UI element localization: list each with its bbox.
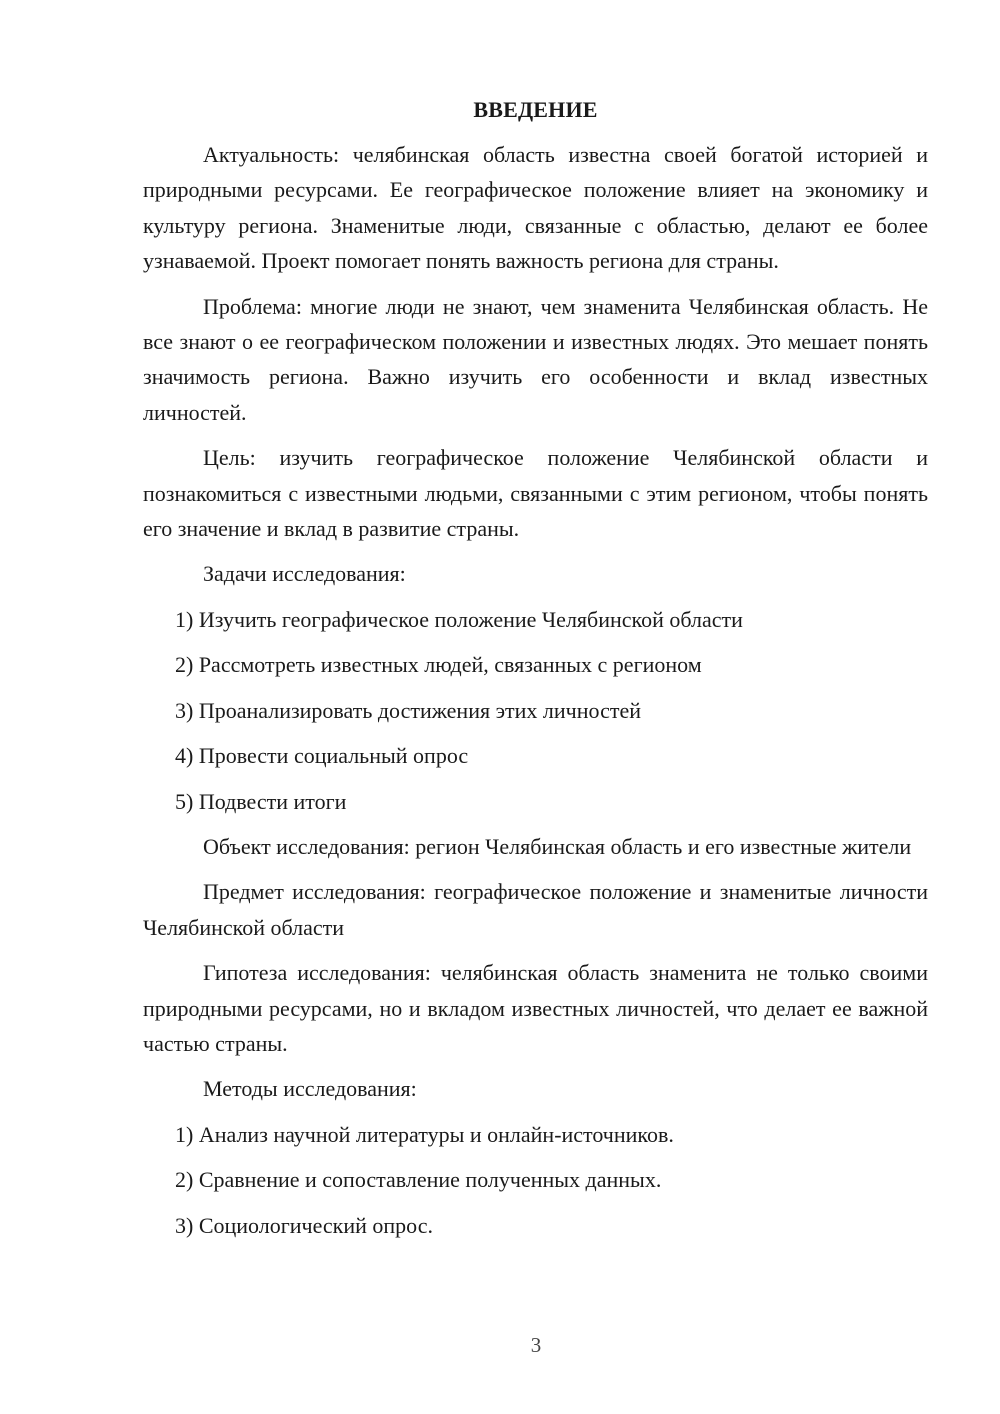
task-item: 5) Подвести итоги xyxy=(175,788,347,814)
method-item: 2) Сравнение и сопоставление полученных данных. xyxy=(175,1167,662,1193)
tasks-list xyxy=(143,602,928,819)
methods-list xyxy=(143,1117,928,1243)
relevance-paragraph: Актуальность: челябинская область известна своей богатой историей и природными ресурсами. Ее географическое положение влияет на экономику и культуру региона. Знаменитые люди, связанные с областью, делают ее более узнаваемой. Проект помогает понять важность региона для страны. xyxy=(143,142,928,274)
hypothesis-paragraph: Гипотеза исследования: челябинская область знаменита не только своими природными ресурсами, но и вкладом известных личностей, что делает ее важной частью страны. xyxy=(143,960,928,1056)
object-paragraph: Объект исследования: регион Челябинская область и его известные жители xyxy=(203,833,912,859)
goal-paragraph: Цель: изучить географическое положение Челябинской области и познакомиться с известными людьми, связанными с этим регионом, чтобы понять его значение и вклад в развитие страны. xyxy=(143,445,928,542)
method-item: 1) Анализ научной литературы и онлайн-источников. xyxy=(175,1121,674,1147)
subject-paragraph: Предмет исследования: географическое положение и знаменитые личности Челябинской области xyxy=(143,879,928,940)
task-item: 2) Рассмотреть известных людей, связанных с регионом xyxy=(175,652,702,678)
task-item: 3) Проанализировать достижения этих личностей xyxy=(175,697,641,723)
section-heading: ВВЕДЕНИЕ xyxy=(473,97,598,122)
method-item: 3) Социологический опрос. xyxy=(175,1212,433,1238)
task-item: 4) Провести социальный опрос xyxy=(175,743,469,769)
methods-title: Методы исследования: xyxy=(203,1076,417,1102)
page-number: 3 xyxy=(530,1333,542,1357)
tasks-title: Задачи исследования: xyxy=(203,561,406,587)
task-item: 1) Изучить географическое положение Челябинской области xyxy=(175,606,743,632)
page-content xyxy=(143,94,928,1253)
problem-paragraph: Проблема: многие люди не знают, чем знаменита Челябинская область. Не все знают о ее географическом положении и известных людях. Это мешает понять значимость региона. Важно изучить его особенности и вклад известных личностей. xyxy=(143,293,928,425)
